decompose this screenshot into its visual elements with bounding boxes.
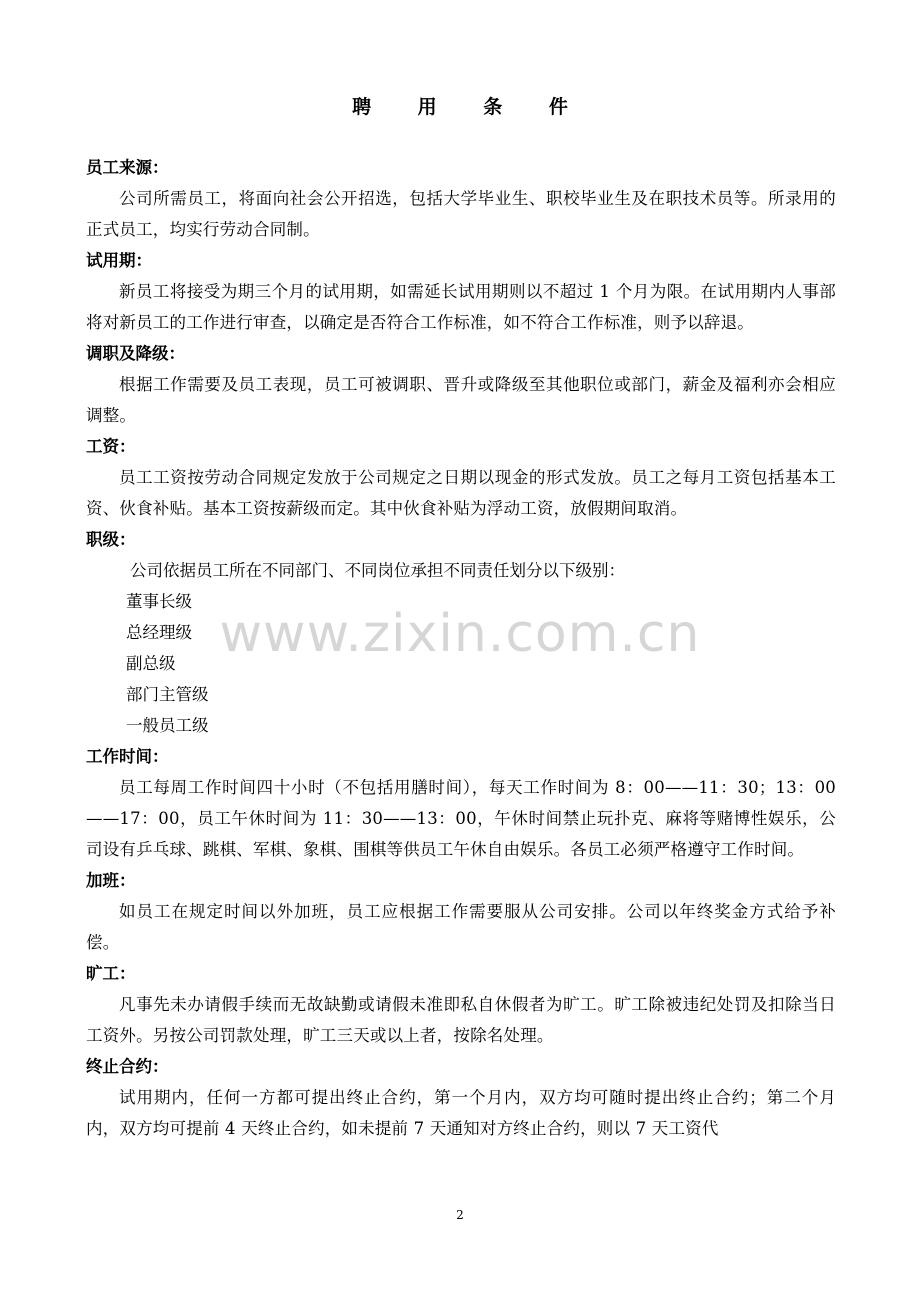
- section-heading-source: 员工来源：: [86, 158, 169, 177]
- section-heading-transfer: 调职及降级：: [86, 344, 185, 363]
- section-text-source: 公司所需员工，将面向社会公开招选，包括大学毕业生、职校毕业生及在职技术员等。所录用的正式员工，均实行劳动合同制。: [86, 189, 836, 239]
- grade-level-item: 部门主管级: [126, 685, 209, 704]
- section-heading-termination: 终止合约：: [86, 1057, 169, 1076]
- page-title: 聘 用 条 件: [352, 96, 588, 118]
- section-text-probation: 新员工将接受为期三个月的试用期，如需延长试用期则以不超过 1 个月为限。在试用期内人事部将对新员工的工作进行审查，以确定是否符合工作标准，如不符合工作标准，则予以辞退。: [86, 282, 836, 332]
- section-text-salary: 员工工资按劳动合同规定发放于公司规定之日期以现金的形式发放。员工之每月工资包括基本工资、伙食补贴。基本工资按薪级而定。其中伙食补贴为浮动工资，放假期间取消。: [86, 468, 836, 518]
- section-text-hours: 员工每周工作时间四十小时（不包括用膳时间），每天工作时间为 8：00——11：30；13：00——17：00，员工午休时间为 11：30——13：00，午休时间禁止玩扑克、麻将等赌博性娱乐，公司设有乒乓球、跳棋、军棋、象棋、围棋等供员工午休自由娱乐。各员工必须严格遵守工作时间。: [86, 778, 836, 859]
- section-heading-absence: 旷工：: [86, 964, 136, 983]
- section-text-overtime: 如员工在规定时间以外加班，员工应根据工作需要服从公司安排。公司以年终奖金方式给予补偿。: [86, 902, 836, 952]
- grade-level-item: 总经理级: [126, 623, 192, 642]
- watermark: www.zixin.com.cn: [219, 604, 701, 664]
- section-heading-hours: 工作时间：: [86, 747, 169, 766]
- section-text-termination: 试用期内，任何一方都可提出终止合约，第一个月内，双方均可随时提出终止合约；第二个月内，双方均可提前 4 天终止合约，如未提前 7 天通知对方终止合约，则以 7 天工资代: [86, 1088, 836, 1138]
- grade-level-item: 副总级: [126, 654, 176, 673]
- section-text-absence: 凡事先未办请假手续而无故缺勤或请假未准即私自休假者为旷工。旷工除被违纪处罚及扣除当日工资外。另按公司罚款处理，旷工三天或以上者，按除名处理。: [86, 995, 836, 1045]
- document-body: [86, 152, 836, 1144]
- page-number: 2: [456, 1208, 464, 1222]
- section-heading-overtime: 加班：: [86, 871, 136, 890]
- section-text-transfer: 根据工作需要及员工表现，员工可被调职、晋升或降级至其他职位或部门，薪金及福利亦会相应调整。: [86, 375, 836, 425]
- section-text-grade-intro: 公司依据员工所在不同部门、不同岗位承担不同责任划分以下级别：: [130, 561, 625, 580]
- grade-level-item: 一般员工级: [126, 716, 209, 735]
- grade-level-item: 董事长级: [126, 592, 192, 611]
- section-heading-salary: 工资：: [86, 437, 136, 456]
- section-heading-grade: 职级：: [86, 530, 136, 549]
- section-heading-probation: 试用期：: [86, 251, 152, 270]
